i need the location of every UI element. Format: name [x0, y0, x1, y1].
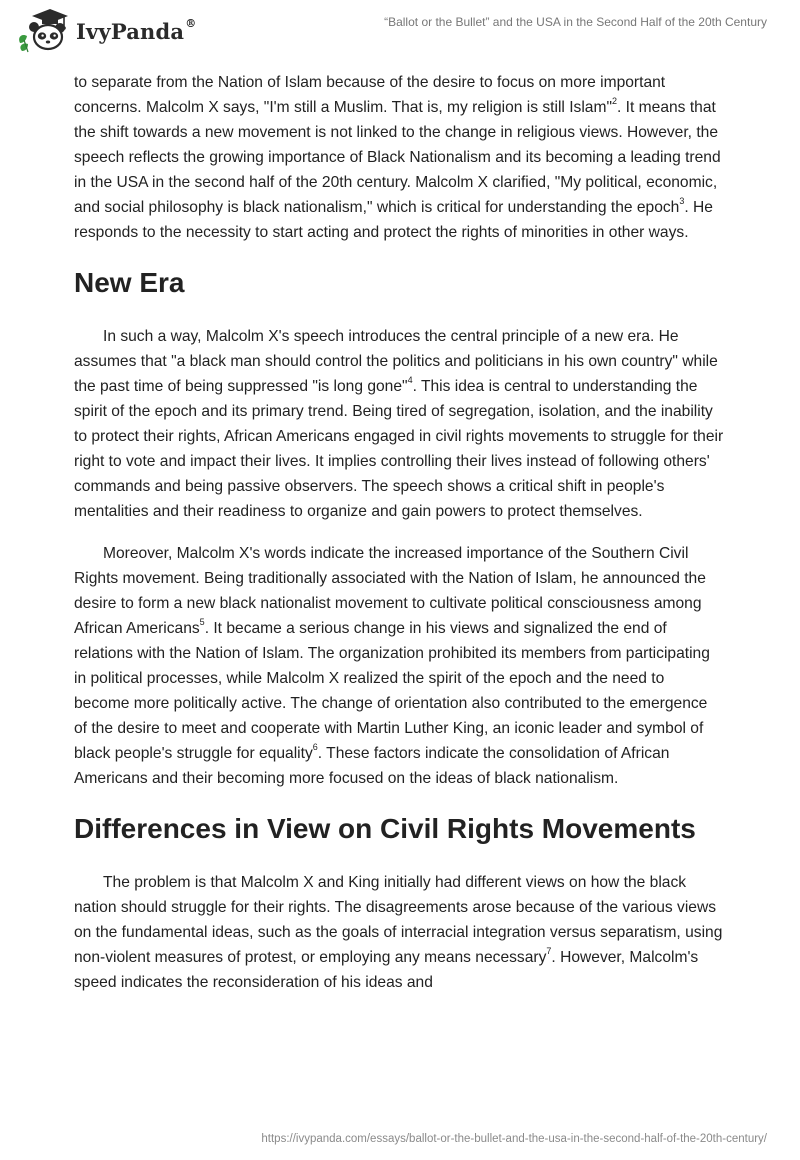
- ivypanda-logo[interactable]: [14, 7, 204, 53]
- panda-graduate-icon: [14, 7, 70, 53]
- footnote-ref-6[interactable]: 6: [312, 741, 318, 752]
- paragraph-1-text-c: . He responds to the necessity to start acting and protect the rights of minorities in other ways.: [74, 199, 713, 241]
- footnote-ref-7[interactable]: 7: [546, 945, 552, 956]
- paragraph-2: [74, 324, 724, 524]
- footnote-ref-3[interactable]: 3: [679, 195, 685, 206]
- brand-name-text: IvyPanda: [76, 19, 185, 44]
- paragraph-3-text-c: . These factors indicate the consolidation of African Americans and their becoming more focused on the ideas of black nationalism.: [74, 745, 670, 787]
- footnote-ref-4[interactable]: 4: [407, 374, 413, 385]
- footnote-ref-2[interactable]: 2: [612, 95, 618, 106]
- paragraph-3-text-b: . It became a serious change in his views and signalized the end of relations with the Nation of Islam. The organization prohibited its members from participating in political processes, while Malcolm X realized the spirit of the epoch and the need to become more politically active. The change of orientation also contributed to the emergence of the desire to meet and cooperate with Martin Luther King, an iconic leader and symbol of black people's struggle for equality: [74, 620, 710, 762]
- document-title: “Ballot or the Bullet” and the USA in the Second Half of the 20th Century: [384, 15, 767, 29]
- essay-content: [74, 70, 724, 995]
- section-heading-differences: Differences in View on Civil Rights Movements: [74, 813, 696, 844]
- paragraph-2-text-b: . This idea is central to understanding the spirit of the epoch and its primary trend. Being tired of segregation, isolation, and the inability to protect their rights, African Americans engaged in civil rights movements to struggle for their right to vote and impact their lives. It implies controlling their lives instead of following others' commands and being passive observers. The speech shows a critical shift in people's mentalities and their readiness to organize and gain powers to protect themselves.: [74, 378, 724, 520]
- paragraph-2-text-a: In such a way, Malcolm X's speech introduces the central principle of a new era. He assumes that "a black man should control the politics and politicians in his own country" while the past time of being suppressed "is long gone": [74, 328, 718, 395]
- source-url[interactable]: https://ivypanda.com/essays/ballot-or-the-bullet-and-the-usa-in-the-second-half-of-the-20th-century/: [261, 1133, 767, 1145]
- paragraph-1-text-a: to separate from the Nation of Islam because of the desire to focus on more important concerns. Malcolm X says, "I'm still a Muslim. That is, my religion is still Islam": [74, 74, 666, 116]
- paragraph-1-text-b: . It means that the shift towards a new movement is not linked to the change in religious views. However, the speech reflects the growing importance of Black Nationalism and its becoming a leading trend in the USA in the second half of the 20th century. Malcolm X clarified, "My political, economic, and social philosophy is black nationalism," which is critical for understanding the epoch: [74, 99, 721, 216]
- paragraph-1: [74, 70, 724, 245]
- footnote-ref-5[interactable]: 5: [199, 616, 205, 627]
- paragraph-4-text-a: The problem is that Malcolm X and King initially had different views on how the black nation should struggle for their rights. The disagreements arose because of the various views on the fundamental ideas, such as the goals of interracial integration versus separatism, using non-violent measures of protest, or employing any means necessary: [74, 874, 723, 966]
- paragraph-4-text-b: . However, Malcolm's speed indicates the reconsideration of his ideas and: [74, 949, 699, 991]
- registered-mark: ®: [185, 17, 197, 30]
- brand-name: [76, 19, 196, 44]
- paragraph-3-text-a: Moreover, Malcolm X's words indicate the increased importance of the Southern Civil Rights movement. Being traditionally associated with the Nation of Islam, he announced the desire to form a new black nationalist movement to cultivate political consciousness among African Americans: [74, 545, 706, 637]
- section-heading-new-era: New Era: [74, 267, 185, 298]
- paragraph-4: [74, 870, 724, 995]
- page-header: [0, 0, 800, 60]
- paragraph-3: [74, 541, 724, 791]
